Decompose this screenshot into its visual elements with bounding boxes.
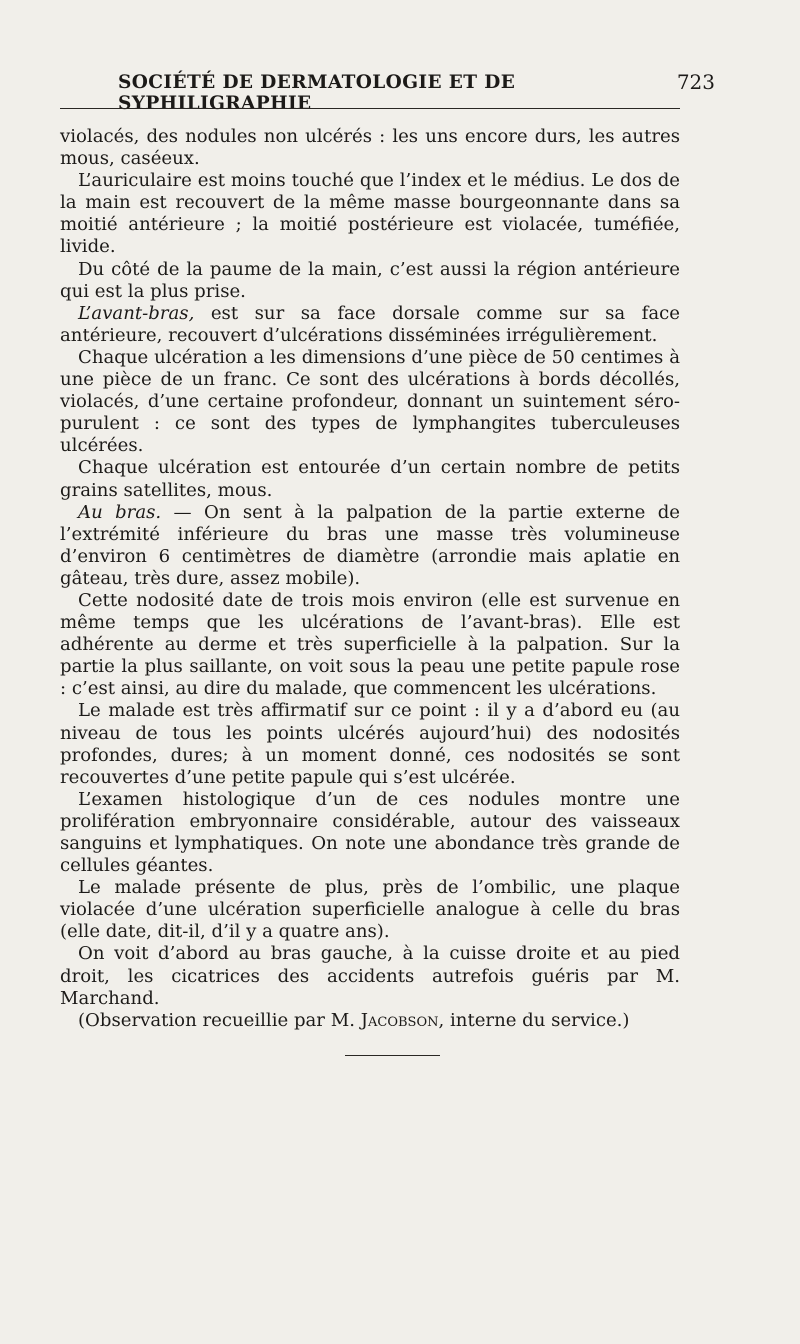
paragraph: violacés, des nodules non ulcérés : les uns encore durs, les autres mous, caséeux. bbox=[60, 126, 680, 170]
observer-name: Jacobson bbox=[360, 1009, 439, 1031]
paragraph: L’examen histologique d’un de ces nodules montre une prolifération embryonnaire considérable, autour des vaisseaux sanguins et lymphatiques. On note une abondance très grande de cellules géantes. bbox=[60, 788, 680, 877]
page-number: 723 bbox=[676, 70, 715, 94]
paragraph: Le malade est très affirmatif sur ce point : il y a d’abord eu (au niveau de tous les points ulcérés aujourd’hui) des nodosités profondes, dures; à un moment donné, ces nodosités se sont recouvertes d’une petite papule qui s’est ulcérée. bbox=[60, 700, 680, 788]
page-header bbox=[60, 68, 715, 114]
paragraph: Chaque ulcération a les dimensions d’une pièce de 50 centimes à une pièce de un franc. Ce sont des ulcérations à bords décollés, violacés, d’une certaine profondeur, donnant un suintement séro-purulent : ce sont des types de lymphangites tuberculeuses ulcérées. bbox=[60, 346, 680, 457]
paragraph: Cette nodosité date de trois mois environ (elle est survenue en même temps que les ulcérations de l’avant-bras). Elle est adhérente au derme et très superficielle à la palpation. Sur la partie la plus saillante, on voit sous la peau une petite papule rose : c’est ainsi, au dire du malade, que commencent les ulcérations. bbox=[60, 589, 680, 700]
paragraph: On voit d’abord au bras gauche, à la cuisse droite et au pied droit, les cicatrices des accidents autrefois guéris par M. Marchand. bbox=[60, 943, 680, 1009]
article-body bbox=[60, 126, 680, 1032]
paragraph-lead: Au bras. bbox=[78, 501, 162, 523]
header-rule bbox=[60, 108, 680, 109]
paragraph: L’avant-bras, est sur sa face dorsale comme sur sa face antérieure, recouvert d’ulcérations disséminées irrégulièrement. bbox=[60, 302, 680, 346]
observation-note: (Observation recueillie par M. Jacobson, interne du service.) bbox=[78, 1009, 630, 1031]
section-end-rule bbox=[345, 1055, 440, 1056]
paragraph: Du côté de la paume de la main, c’est aussi la région antérieure qui est la plus prise. bbox=[60, 258, 680, 302]
paragraph-lead: L’avant-bras, bbox=[78, 302, 195, 324]
paragraph: L’auriculaire est moins touché que l’index et le médius. Le dos de la main est recouvert de la même masse bourgeonnante dans sa moitié antérieure ; la moitié postérieure est violacée, tuméfiée, livide. bbox=[60, 170, 680, 258]
paragraph: Chaque ulcération est entourée d’un certain nombre de petits grains satellites, mous. bbox=[60, 457, 680, 501]
paragraph: Le malade présente de plus, près de l’ombilic, une plaque violacée d’une ulcération superficielle analogue à celle du bras (elle date, dit-il, d’il y a quatre ans). bbox=[60, 877, 680, 943]
running-title: SOCIÉTÉ DE DERMATOLOGIE ET DE SYPHILIGRAPHIE bbox=[118, 72, 516, 114]
paragraph: Au bras. — On sent à la palpation de la partie externe de l’extrémité inférieure du bras une masse très volumineuse d’environ 6 centimètres de diamètre (arrondie mais aplatie en gâteau, très dure, assez mobile). bbox=[60, 501, 680, 589]
